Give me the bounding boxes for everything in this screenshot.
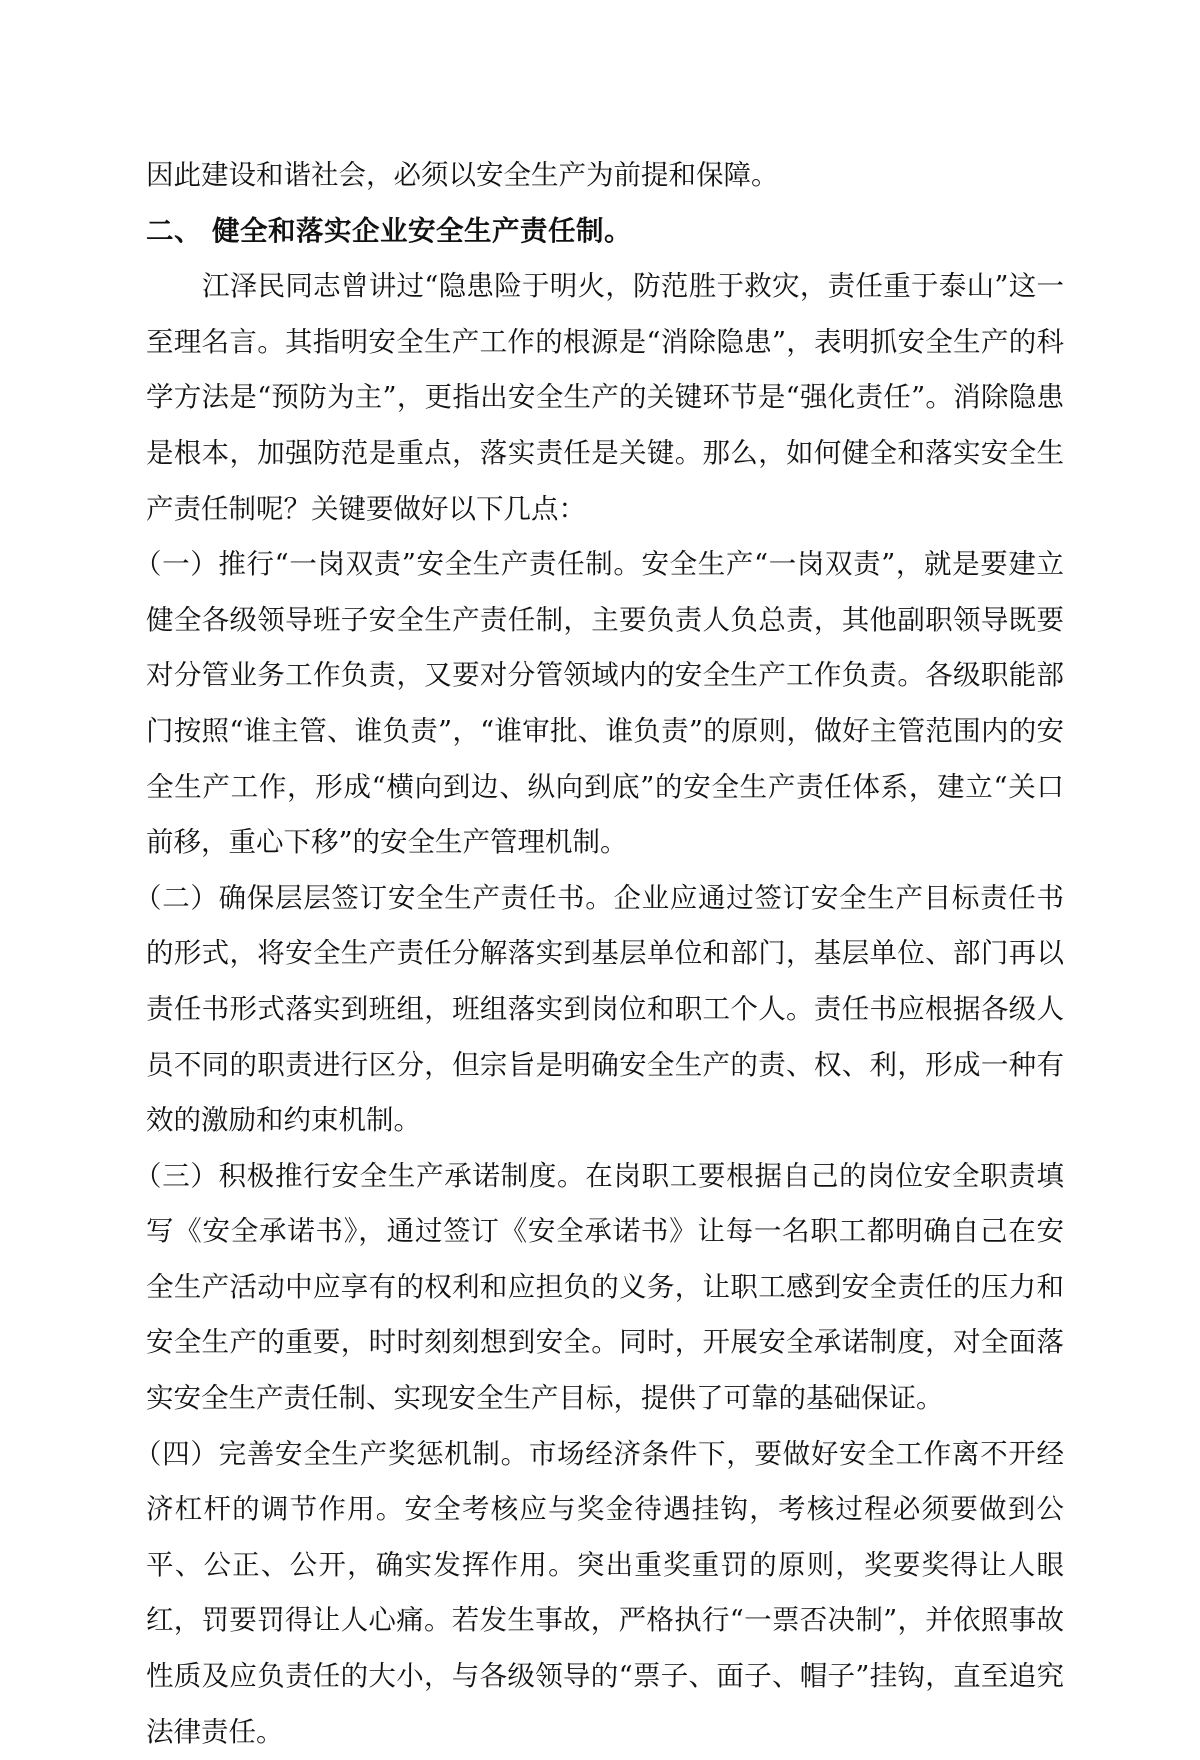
paragraph-1: 江泽民同志曾讲过“隐患险于明火，防范胜于救灾，责任重于泰山”这一至理名言。其指明安全生产工作的根源是“消除隐患”，表明抓安全生产的科学方法是“预防为主”，更指出安全生产的关键环节是“强化责任”。消除隐患是根本，加强防范是重点，落实责任是关键。那么，如何健全和落实安全生产责任制呢？关键要做好以下几点： <box>146 270 1064 525</box>
list-item-label: （三） <box>134 1159 219 1192</box>
list-item-text: 积极推行安全生产承诺制度。在岗职工要根据自己的岗位安全职责填写《安全承诺书》，通过签订《安全承诺书》让每一名职工都明确自己在安全生产活动中应享有的权利和应担负的义务，让职工感到安全责任的压力和安全生产的重要，时时刻刻想到安全。同时，开展安全承诺制度，对全面落实安全生产责任制、实现安全生产目标，提供了可靠的基础保证。 <box>146 1159 1064 1415</box>
section-heading <box>146 204 1064 260</box>
list-item <box>134 871 1064 1149</box>
list-item <box>134 1427 1064 1760</box>
list-item-text: 确保层层签订安全生产责任书。企业应通过签订安全生产目标责任书的形式，将安全生产责任分解落实到基层单位和部门，基层单位、部门再以责任书形式落实到班组，班组落实到岗位和职工个人。责任书应根据各级人员不同的职责进行区分，但宗旨是明确安全生产的责、权、利，形成一种有效的激励和约束机制。 <box>146 881 1064 1137</box>
list-item-label: （二） <box>134 881 219 914</box>
list-item-text: 推行“一岗双责”安全生产责任制。安全生产“一岗双责”，就是要建立健全各级领导班子安全生产责任制，主要负责人负总责，其他副职领导既要对分管业务工作负责，又要对分管领域内的安全生产工作负责。各级职能部门按照“谁主管、谁负责”，“谁审批、谁负责”的原则，做好主管范围内的安全生产工作，形成“横向到边、纵向到底”的安全生产责任体系，建立“关口前移，重心下移”的安全生产管理机制。 <box>146 548 1065 859</box>
document-body <box>134 148 1065 1760</box>
list-item-label: （四） <box>134 1437 219 1470</box>
list-item-label: （一） <box>134 548 219 581</box>
intro-line: 因此建设和谐社会，必须以安全生产为前提和保障。 <box>146 159 779 191</box>
section-title: 健全和落实企业安全生产责任制。 <box>212 214 632 247</box>
list-item-text: 完善安全生产奖惩机制。市场经济条件下，要做好安全工作离不开经济杠杆的调节作用。安全考核应与奖金待遇挂钩，考核过程必须要做到公平、公正、公开，确实发挥作用。突出重奖重罚的原则，奖要奖得让人眼红，罚要罚得让人心痛。若发生事故，严格执行“一票否决制”，并依照事故性质及应负责任的大小，与各级领导的“票子、面子、帽子”挂钩，直至追究法律责任。 <box>146 1437 1064 1748</box>
list-item <box>134 537 1065 871</box>
list-item <box>134 1149 1064 1427</box>
section-number: 二、 <box>146 214 202 247</box>
